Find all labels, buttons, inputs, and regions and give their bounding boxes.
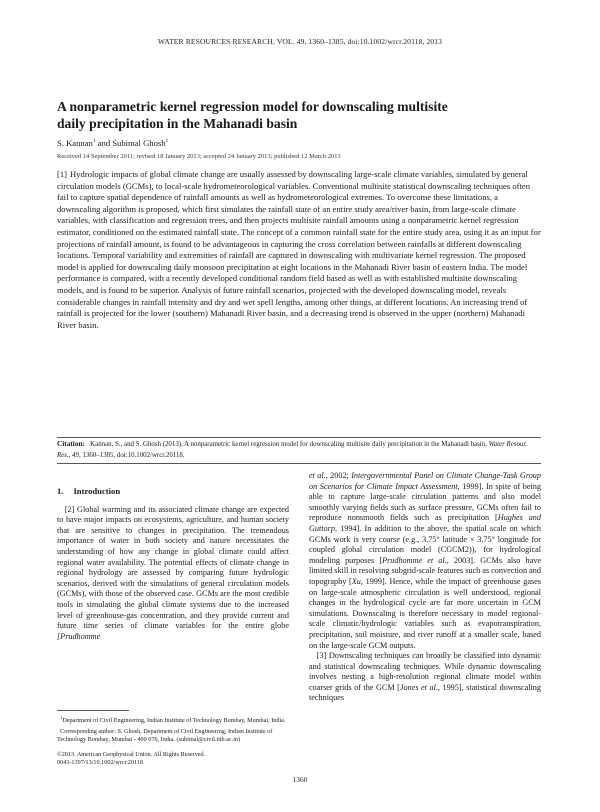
paragraph-2-continued — [309, 471, 541, 651]
paragraph-2-text: Global warming and its associated climate change are expected to have major impacts on ecosystems, agriculture, and human society that are sensitive to changes in precipitation. The tremendous importance of water in both society and nature necessitates the understanding of how any change in global climate could affect regional water availability. The potential effects of climate change in regional hydrology are assessed by comparing future hydrologic scenarios, derived with the simulations of general circulation models (GCMs), with those of the observed case. GCMs are the most credible tools in simulating the global climate systems due to the increased level of greenhouse-gas concentration, and they provide current and future time series of climate variables for the entire globe — [57, 504, 289, 631]
paragraph-2-number: [2] — [64, 504, 75, 514]
affiliation-mark-2: 1 — [165, 138, 169, 145]
paper-title — [57, 98, 537, 132]
paragraph-2 — [57, 505, 289, 643]
citation-label: Citation: — [57, 439, 85, 448]
ref-xu: Xu — [351, 576, 361, 586]
author-kannan: S. Kannan — [57, 138, 93, 148]
text-run: , 1999]. In spite of being able to capture large-scale circulation patterns and also model smoothly varying fields such as surface pressure, GCMs often fail to reproduce nonsmooth fields such as precipitation [ — [309, 481, 541, 523]
page-number: 1360 — [292, 775, 308, 784]
section-heading — [57, 486, 289, 497]
paragraph-3-number: [3] — [316, 651, 327, 661]
text-run: , 1995], statistical downscaling techniques — [309, 682, 541, 703]
citation-top-rule — [57, 437, 541, 438]
abstract-paragraph-number: [1] — [57, 169, 68, 179]
copyright — [57, 751, 289, 767]
left-column — [57, 486, 289, 642]
ref-prudhomme: Prudhomme et al. — [382, 555, 447, 565]
ref-jones: Jones et al. — [399, 682, 438, 692]
text-run: , 1994]. In addition to the above, the spatial scale on which GCMs work is very coarse (e.g., 3.75° latitude × 3.75° longitude for coupled global circulation model (CGCM2)), for hydrological modeling purposes [ — [309, 523, 541, 565]
title-line-1: A nonparametric kernel regression model for downscaling multisite — [57, 99, 448, 114]
section-title: Introduction — [73, 486, 121, 496]
corresponding-author-text: Corresponding author: S. Ghosh, Department of Civil Engineering, Indian Institute of Technology Bombay, Mumbai - 400 076, India. (subimal@civil.iitb.ac.in) — [57, 728, 273, 744]
copyright-line-1: ©2013. American Geophysical Union. All Rights Reserved. — [57, 750, 206, 758]
section-number: 1. — [57, 486, 64, 496]
ref-ipcc: Intergovernmental Panel on Climate Change-Task Group on Scenarios for Climate Impact Assessment — [309, 471, 541, 491]
citation-block — [57, 439, 541, 461]
right-column — [309, 471, 541, 704]
copyright-line-2: 0043-1397/13/10.1002/wrcr.20118 — [57, 758, 144, 766]
author-ghosh: Subimal Ghosh — [112, 138, 166, 148]
citation-text-a: Kannan, S., and S. Ghosh (2013), A nonparametric kernel regression model for downscaling multisite daily precipitation in the Mahanadi basin, — [90, 441, 489, 448]
journal-header: WATER RESOURCES RESEARCH, VOL. 49, 1360–1385, doi:10.1002/wrcr.20118, 2013 — [157, 37, 443, 46]
abstract — [57, 169, 541, 331]
text-run: , 2003]. GCMs also have limited skill in resolving subgrid-scale features such as convection and topography [ — [309, 555, 541, 586]
ref-etal: et al. — [309, 471, 326, 480]
text-run: Downscaling techniques can broadly be classified into dynamic and statistical downscaling techniques. While dynamic downscaling involves nesting a high-resolution regional climate model within coarser grids of the GCM [ — [309, 651, 542, 692]
ref-hughes-guttorp: Hughes and Guttorp — [309, 513, 541, 533]
citation-bottom-rule — [57, 463, 541, 464]
publication-dates: Received 14 September 2011; revised 18 January 2013; accepted 24 January 2013; published 12 March 2013 — [57, 153, 341, 160]
affiliation-mark-1: 1 — [92, 138, 96, 145]
author-separator: and — [95, 138, 113, 148]
text-run: , 1999]. Hence, while the impact of greenhouse gases on large-scale atmospheric circulation is well understood, regional changes in the hydrological cycle are far more uncertain in GCM simulations. Downscaling is therefore necessary to model regional-scale climatic/hydrologic variables such as evapotranspiration, precipitation, soil moisture, and river runoff at a smaller scale, based on the large-scale GCM outputs. — [309, 576, 541, 650]
citation-journal: Water Resour. Res., 49 — [57, 441, 527, 459]
author-list — [57, 138, 168, 148]
affiliation-text: Department of Civil Engineering, Indian Institute of Technology Bombay, Mumbai, India. — [62, 717, 286, 725]
footnote-mark: 1 — [60, 715, 63, 720]
paragraph-3 — [309, 651, 541, 704]
citation-text-b: , 1360–1385, doi:10.1002/wrcr.20118. — [79, 451, 185, 459]
corresponding-author — [57, 728, 289, 744]
abstract-text: Hydrologic impacts of global climate change are usually assessed by downscaling large-scale climate variables, simulated by general circulation models (GCMs), to local-scale hydrometeorological variables. Conventional multisite statistical downscaling techniques often fail to capture spatial dependence of rainfall amounts as well as hydrometeorological extremes. To overcome these limitations, a downscaling algorithm is proposed, which first simulates the rainfall state of an entire study area/river basin, from large-scale climate variables, with classification and regression trees, and then projects multisite rainfall amounts using a nonparametric kernel regression estimator, conditioned on the estimated rainfall state. The concept of a common rainfall state for the entire study area, using it as an input for projections of rainfall amount, is found to be advantageous in capturing the cross correlation between rainfalls at different downscaling locations. Temporal variability and extremities of rainfall are captured in downscaling with multivariate kernel regression. The proposed model is applied for downscaling daily monsoon precipitation at eight locations in the Mahanadi River basin of eastern India. The model performance is compared, with a recently developed conditional random field based as well as with established multisite downscaling models, and is found to be superior. Analysis of future rainfall scenarios, projected with the developed downscaling model, reveals considerable changes in rainfall intensity and dry and wet spell lengths, among other things, at different locations. An increasing trend of rainfall is projected for the lower (southern) Mahanadi River basin, and a decreasing trend is observed in the upper (northern) Mahanadi River basin. — [57, 169, 541, 330]
affiliation-footnote — [57, 714, 289, 725]
title-line-2: daily precipitation in the Mahanadi basin — [57, 116, 298, 131]
footnotes — [57, 714, 289, 770]
paragraph-2-ref: [Prudhomme — [57, 631, 101, 641]
footnote-rule — [57, 710, 129, 711]
text-run: , 2002; — [325, 471, 352, 480]
